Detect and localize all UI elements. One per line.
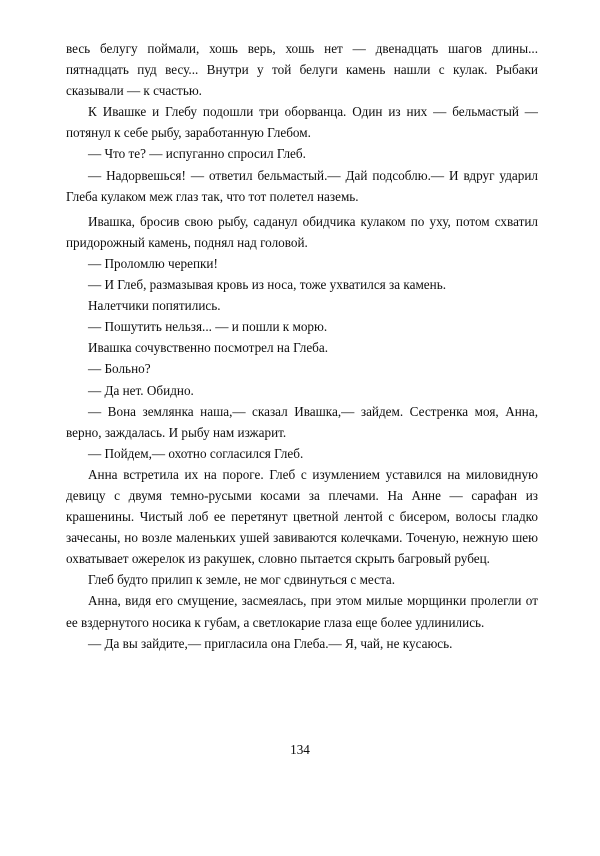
paragraph: Анна, видя его смущение, засмеялась, при этом милые морщинки пролегли от ее вздернутого носика к губам, а светлокарие глаза еще более удлинились.: [66, 593, 538, 630]
paragraph: Анна встретила их на пороге. Глеб с изумлением уставился на миловидную девицу с двумя темно-русыми косами за плечами. На Анне — сарафан из крашенины. Чистый лоб ее перетянут цветной лентой с бисером, волосы гладко зачесаны, но возле маленьких ушей завиваются колечками. Точеную, нежную шею охватывает ожерелок из ракушек, словно пытается скрыть багровый рубец.: [66, 466, 538, 567]
paragraph: — Пойдем,— охотно согласился Глеб.: [88, 445, 304, 461]
paragraph: Налетчики попятились.: [88, 298, 221, 314]
paragraph: — Проломлю черепки!: [88, 255, 218, 271]
paragraph: — Надорвешься! — ответил бельмастый.— Дай подсоблю.— И вдруг ударил Глеба кулаком меж глаз так, что тот полетел наземь.: [66, 167, 538, 204]
paragraph: Ивашка сочувственно посмотрел на Глеба.: [88, 340, 329, 356]
paragraph: — И Глеб, размазывая кровь из носа, тоже ухватился за камень.: [88, 277, 447, 293]
paragraph: — Вона землянка наша,— сказал Ивашка,— зайдем. Сестренка моя, Анна, верно, заждалась. И рыбу нам изжарит.: [66, 403, 538, 440]
paragraph: — Да вы зайдите,— пригласила она Глеба.— Я, чай, не кусаюсь.: [88, 635, 453, 651]
paragraph: Ивашка, бросив свою рыбу, саданул обидчика кулаком по уху, потом схватил придорожный камень, поднял над головой.: [66, 213, 538, 250]
paragraph: — Да нет. Обидно.: [88, 382, 194, 398]
body-text: [66, 38, 538, 654]
paragraph: Глеб будто прилип к земле, не мог сдвинуться с места.: [88, 572, 396, 588]
paragraph: К Ивашке и Глебу подошли три оборванца. Один из них — бельмастый — потянул к себе рыбу, заработанную Глебом.: [66, 104, 538, 141]
paragraph: — Что те? — испуганно спросил Глеб.: [88, 146, 306, 162]
paragraph: — Больно?: [88, 361, 151, 377]
paragraph: — Пошутить нельзя... — и пошли к морю.: [88, 319, 328, 335]
page-number: 134: [290, 742, 310, 757]
paragraph: весь белугу поймали, хошь верь, хошь нет — двенадцать шагов длины... пятнадцать пуд весу... Внутри у той белуги камень нашли с кулак. Рыбаки сказывали — к счастью.: [66, 41, 538, 99]
